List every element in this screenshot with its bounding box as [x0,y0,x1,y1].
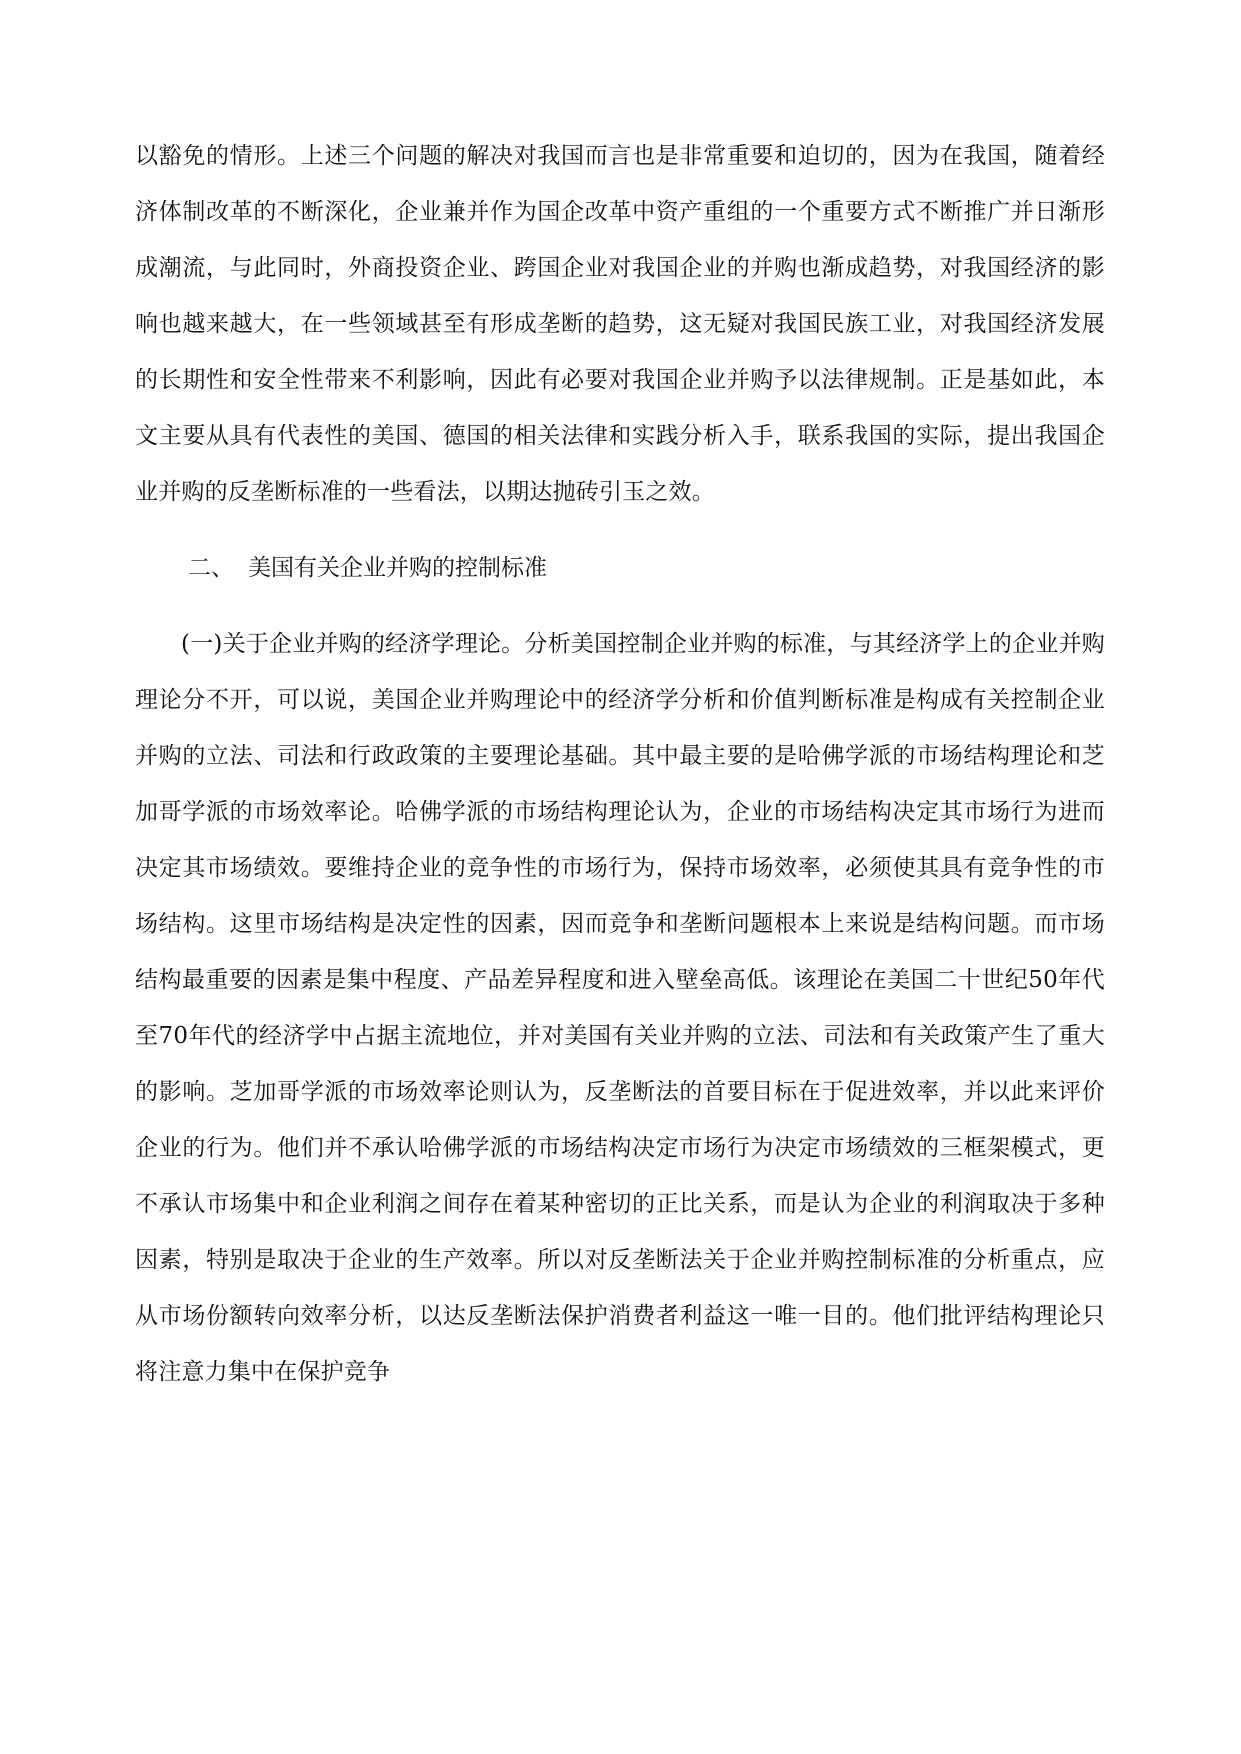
section-heading [135,540,1105,596]
section-number: 二、 [188,555,234,581]
document-page [135,128,1105,1400]
section-title: 美国有关企业并购的控制标准 [248,555,547,581]
body-paragraph: (一)关于企业并购的经济学理论。分析美国控制企业并购的标准，与其经济学上的企业并购理论分不开，可以说，美国企业并购理论中的经济学分析和价值判断标准是构成有关控制企业并购的立法、司法和行政政策的主要理论基础。其中最主要的是哈佛学派的市场结构理论和芝加哥学派的市场效率论。哈佛学派的市场结构理论认为，企业的市场结构决定其市场行为进而决定其市场绩效。要维持企业的竞争性的市场行为，保持市场效率，必须使其具有竞争性的市场结构。这里市场结构是决定性的因素，因而竞争和垄断问题根本上来说是结构问题。而市场结构最重要的因素是集中程度、产品差异程度和进入壁垒高低。该理论在美国二十世纪50年代至70年代的经济学中占据主流地位，并对美国有关业并购的立法、司法和有关政策产生了重大的影响。芝加哥学派的市场效率论则认为，反垄断法的首要目标在于促进效率，并以此来评价企业的行为。他们并不承认哈佛学派的市场结构决定市场行为决定市场绩效的三框架模式，更不承认市场集中和企业利润之间存在着某种密切的正比关系，而是认为企业的利润取决于多种因素，特别是取决于企业的生产效率。所以对反垄断法关于企业并购控制标准的分析重点，应从市场份额转向效率分析，以达反垄断法保护消费者利益这一唯一目的。他们批评结构理论只将注意力集中在保护竞争 [135,631,1105,1385]
body-paragraph: 以豁免的情形。上述三个问题的解决对我国而言也是非常重要和迫切的，因为在我国，随着经济体制改革的不断深化，企业兼并作为国企改革中资产重组的一个重要方式不断推广并日渐形成潮流，与此同时，外商投资企业、跨国企业对我国企业的并购也渐成趋势，对我国经济的影响也越来越大，在一些领域甚至有形成垄断的趋势，这无疑对我国民族工业，对我国经济发展的长期性和安全性带来不利影响，因此有必要对我国企业并购予以法律规制。正是基如此，本文主要从具有代表性的美国、德国的相关法律和实践分析入手，联系我国的实际，提出我国企业并购的反垄断标准的一些看法，以期达抛砖引玉之效。 [135,143,1105,505]
